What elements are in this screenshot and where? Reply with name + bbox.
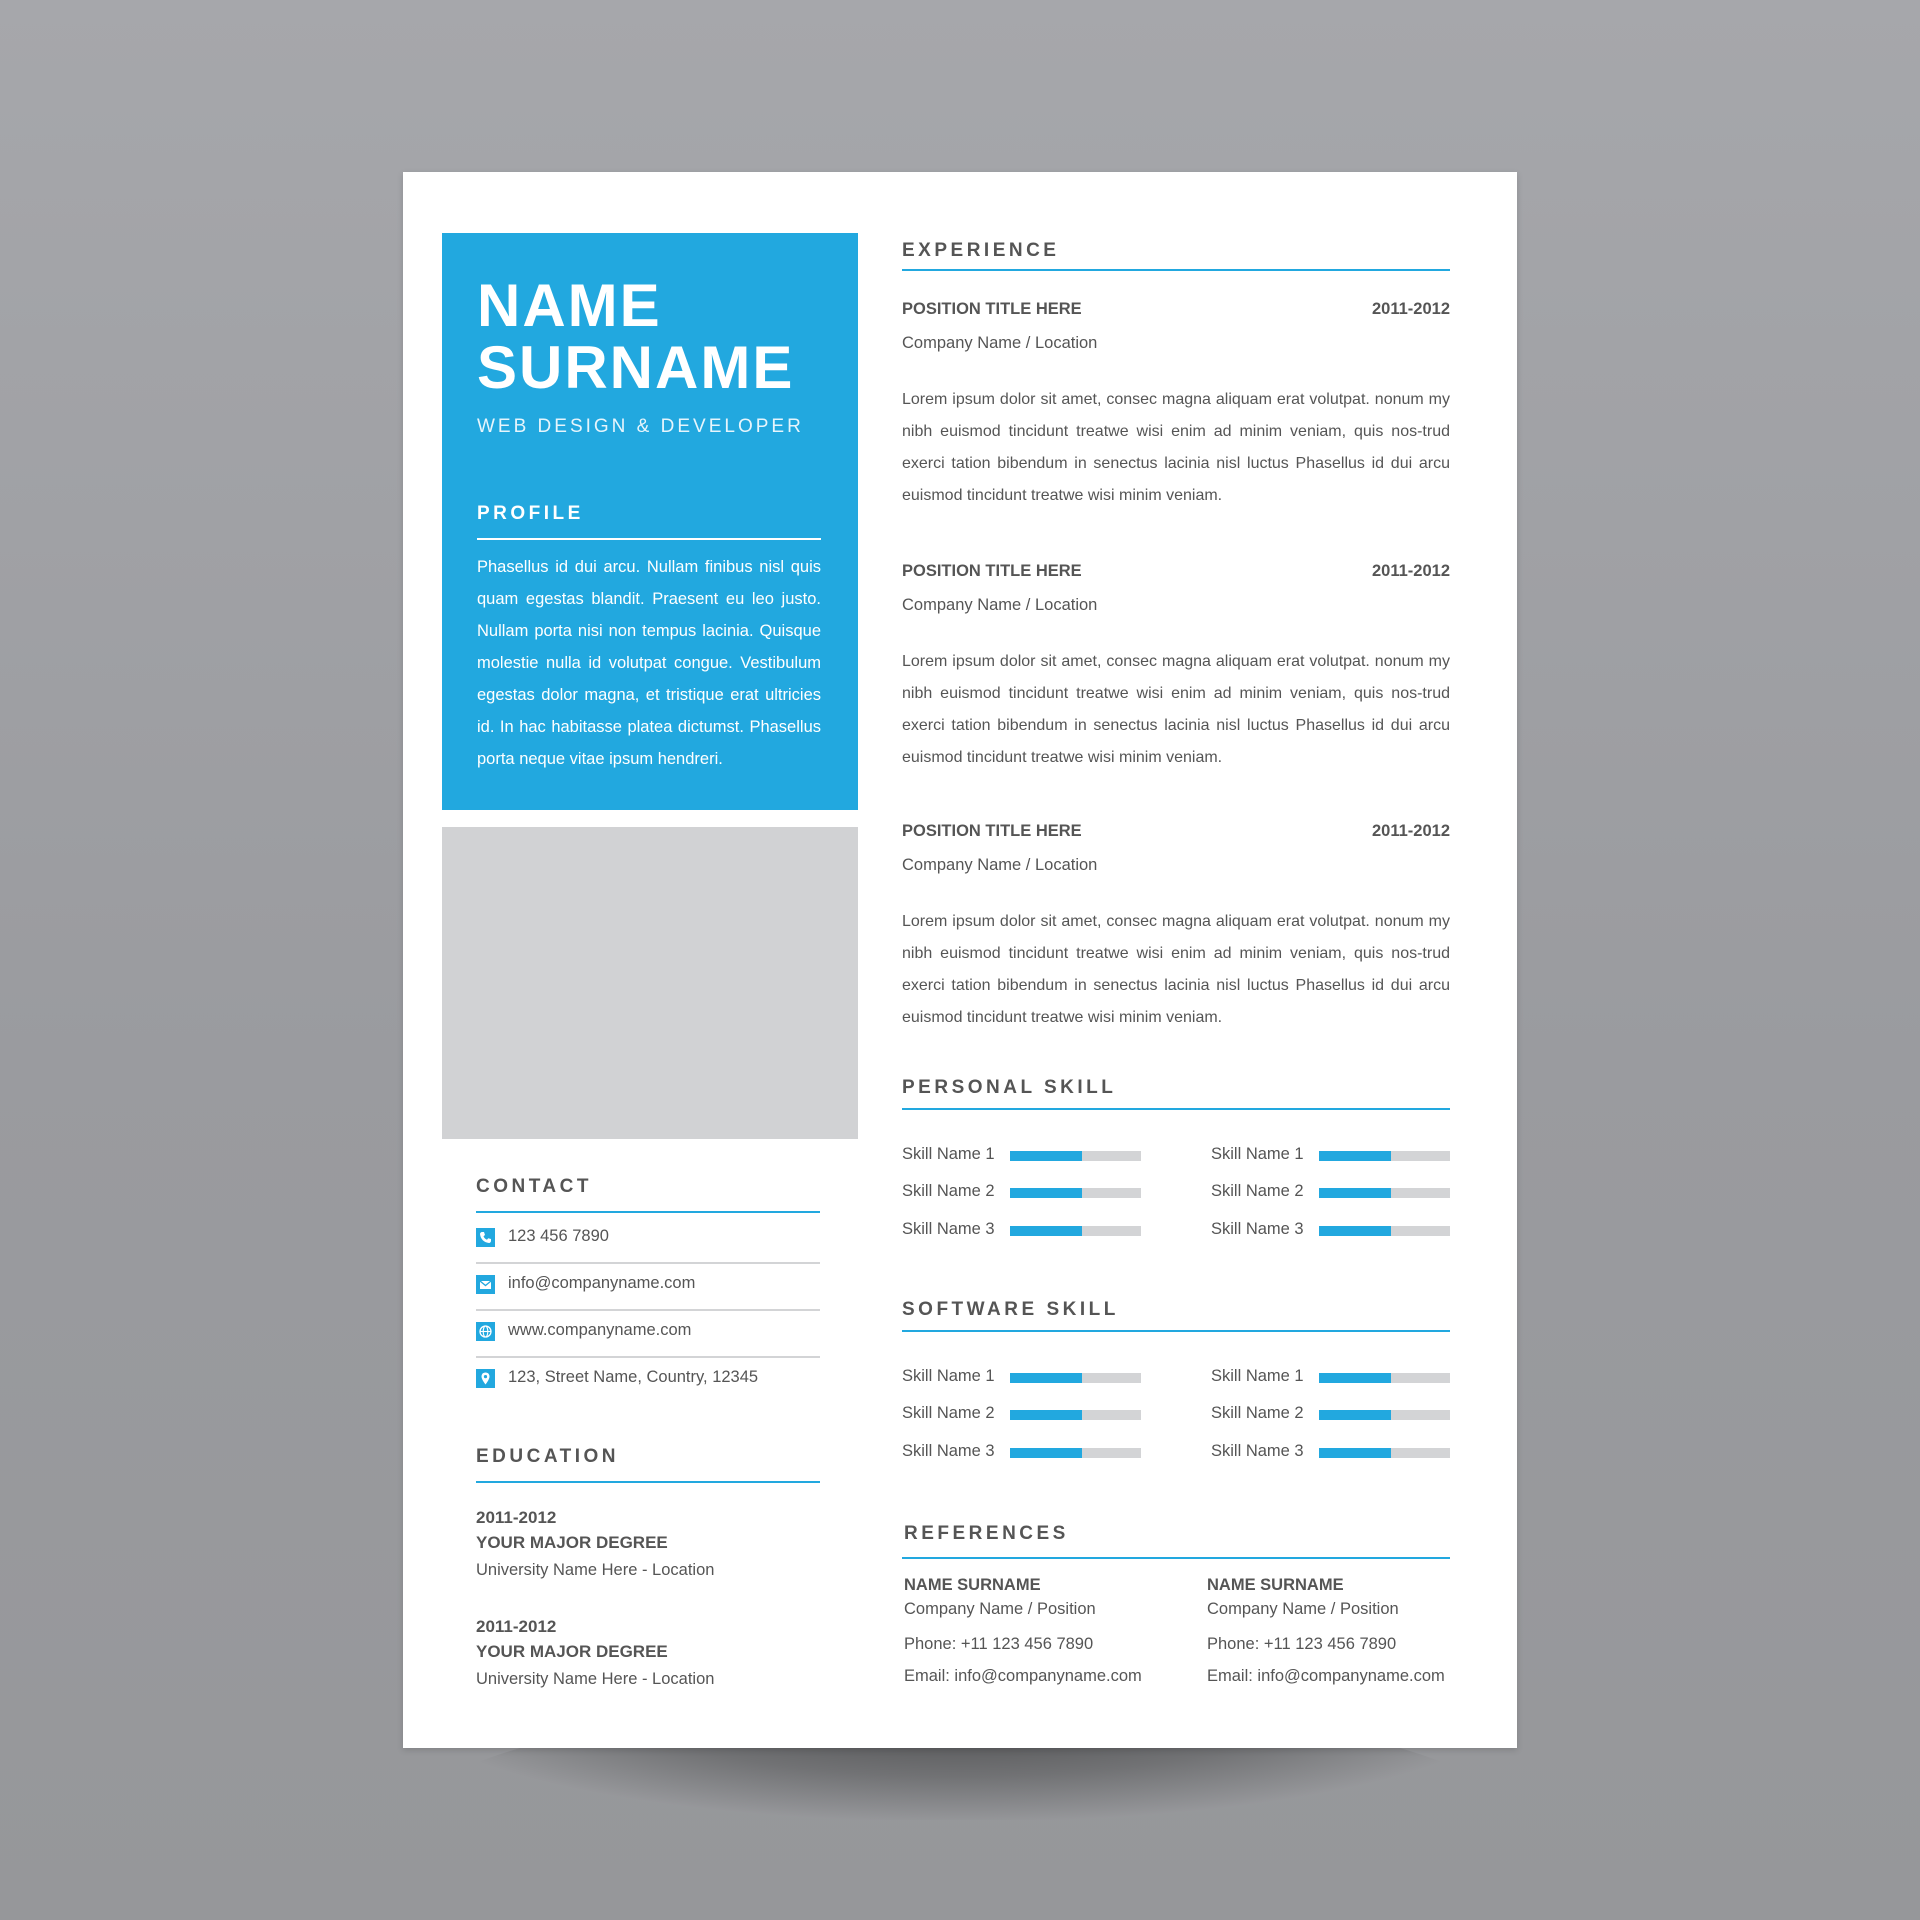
job-description: Lorem ipsum dolor sit amet, consec magna aliquam erat volutpat. nonum my nibh euismod tincidunt treatwe wisi enim ad minim veniam, quis nos-trud exerci tation bibendum in senectus lacinia nisl luctus Phasellus id dui arcu euismod tincidunt treatwe wisi minim veniam. <box>902 913 1450 1026</box>
education-years: 2011-2012 <box>476 1508 557 1527</box>
job-years: 2011-2012 <box>1372 562 1450 580</box>
skill-item <box>902 1220 1142 1240</box>
skill-item <box>902 1367 1142 1387</box>
skill-bar-fill <box>1010 1448 1082 1458</box>
skill-bar <box>1319 1151 1450 1161</box>
skill-bar <box>1319 1226 1450 1236</box>
reference-email: Email: info@companyname.com <box>1207 1667 1445 1685</box>
contact-email-row <box>476 1262 820 1311</box>
skill-bar <box>1319 1410 1450 1420</box>
name-first-line: NAME <box>477 272 662 339</box>
skill-item <box>902 1442 1142 1462</box>
header-panel <box>442 233 858 810</box>
education-entry <box>476 1506 820 1584</box>
skill-item <box>1211 1367 1451 1387</box>
job-position: POSITION TITLE HERE <box>902 562 1082 580</box>
contact-website: www.companyname.com <box>508 1321 692 1339</box>
skill-item <box>1211 1182 1451 1202</box>
contact-web-row <box>476 1309 820 1358</box>
experience-entry <box>902 562 1450 766</box>
reference-phone: Phone: +11 123 456 7890 <box>904 1635 1094 1653</box>
skill-bar-fill <box>1319 1226 1391 1236</box>
education-school: University Name Here - Location <box>476 1561 715 1579</box>
skill-bar <box>1010 1373 1141 1383</box>
person-name <box>477 272 795 401</box>
skill-label: Skill Name 3 <box>902 1220 995 1238</box>
contact-address-row <box>476 1356 820 1403</box>
reference-company: Company Name / Position <box>1207 1600 1399 1618</box>
contact-phone: 123 456 7890 <box>508 1227 609 1245</box>
skill-bar-fill <box>1010 1373 1082 1383</box>
job-company: Company Name / Location <box>902 596 1098 614</box>
profile-divider <box>477 538 821 540</box>
contact-address: 123, Street Name, Country, 12345 <box>508 1368 759 1386</box>
education-degree: YOUR MAJOR DEGREE <box>476 1533 668 1552</box>
skill-bar-fill <box>1319 1188 1391 1198</box>
skill-label: Skill Name 1 <box>902 1145 995 1163</box>
skill-item <box>1211 1145 1451 1165</box>
skill-bar <box>1319 1188 1450 1198</box>
education-divider <box>476 1481 820 1483</box>
skill-item <box>902 1404 1142 1424</box>
skill-bar <box>1010 1448 1141 1458</box>
skill-item <box>1211 1442 1451 1462</box>
resume-page <box>403 172 1517 1748</box>
contact-heading: CONTACT <box>476 1176 592 1197</box>
education-heading: EDUCATION <box>476 1446 620 1467</box>
job-company: Company Name / Location <box>902 334 1098 352</box>
skill-label: Skill Name 3 <box>1211 1442 1304 1460</box>
contact-email: info@companyname.com <box>508 1274 696 1292</box>
globe-icon <box>476 1322 495 1341</box>
skill-item <box>902 1182 1142 1202</box>
experience-entry <box>902 300 1450 504</box>
skill-bar-fill <box>1319 1373 1391 1383</box>
software-skill-heading: SOFTWARE SKILL <box>902 1299 1119 1320</box>
skill-label: Skill Name 1 <box>902 1367 995 1385</box>
reference-entry <box>904 1574 1154 1692</box>
skill-bar-fill <box>1010 1151 1082 1161</box>
skill-label: Skill Name 2 <box>1211 1182 1304 1200</box>
job-years: 2011-2012 <box>1372 822 1450 840</box>
skill-bar-fill <box>1319 1410 1391 1420</box>
job-description: Lorem ipsum dolor sit amet, consec magna aliquam erat volutpat. nonum my nibh euismod tincidunt treatwe wisi enim ad minim veniam, quis nos-trud exerci tation bibendum in senectus lacinia nisl luctus Phasellus id dui arcu euismod tincidunt treatwe wisi minim veniam. <box>902 653 1450 766</box>
reference-name: NAME SURNAME <box>1207 1576 1344 1594</box>
profile-heading: PROFILE <box>477 503 584 524</box>
skill-item <box>902 1145 1142 1165</box>
experience-entry <box>902 822 1450 1026</box>
personal-skill-heading: PERSONAL SKILL <box>902 1077 1117 1098</box>
contact-divider <box>476 1211 820 1213</box>
software-skill-divider <box>902 1330 1450 1332</box>
name-last-line: SURNAME <box>477 334 795 401</box>
skill-label: Skill Name 1 <box>1211 1145 1304 1163</box>
skill-label: Skill Name 3 <box>1211 1220 1304 1238</box>
skill-label: Skill Name 1 <box>1211 1367 1304 1385</box>
skill-item <box>1211 1404 1451 1424</box>
phone-icon <box>476 1228 495 1247</box>
job-years: 2011-2012 <box>1372 300 1450 318</box>
reference-company: Company Name / Position <box>904 1600 1096 1618</box>
skill-bar <box>1319 1448 1450 1458</box>
education-entry <box>476 1615 820 1693</box>
location-pin-icon <box>476 1369 495 1388</box>
experience-divider <box>902 269 1450 271</box>
skill-bar-fill <box>1319 1448 1391 1458</box>
skill-item <box>1211 1220 1451 1240</box>
profile-text: Phasellus id dui arcu. Nullam finibus nisl quis quam egestas blandit. Praesent eu leo justo. Nullam porta nisi non tempus lacinia. Quisque molestie nulla id volutpat congue. Vestibulum egestas dolor magna, et tristique erat ultricies id. In hac habitasse platea dictumst. Phasellus porta neque vitae ipsum hendreri. <box>477 558 821 768</box>
skill-label: Skill Name 3 <box>902 1442 995 1460</box>
experience-heading: EXPERIENCE <box>902 240 1060 261</box>
references-heading: REFERENCES <box>904 1523 1069 1544</box>
skill-bar-fill <box>1319 1151 1391 1161</box>
skill-bar <box>1010 1188 1141 1198</box>
education-years: 2011-2012 <box>476 1617 557 1636</box>
reference-email: Email: info@companyname.com <box>904 1667 1142 1685</box>
job-position: POSITION TITLE HERE <box>902 300 1082 318</box>
reference-name: NAME SURNAME <box>904 1576 1041 1594</box>
reference-entry <box>1207 1574 1457 1692</box>
photo-placeholder <box>442 827 858 1139</box>
skill-bar <box>1010 1226 1141 1236</box>
skill-label: Skill Name 2 <box>1211 1404 1304 1422</box>
job-company: Company Name / Location <box>902 856 1098 874</box>
skill-label: Skill Name 2 <box>902 1404 995 1422</box>
contact-phone-row <box>476 1215 820 1264</box>
skill-bar <box>1010 1410 1141 1420</box>
skill-bar-fill <box>1010 1410 1082 1420</box>
education-school: University Name Here - Location <box>476 1670 715 1688</box>
personal-skill-divider <box>902 1108 1450 1110</box>
reference-phone: Phone: +11 123 456 7890 <box>1207 1635 1397 1653</box>
education-degree: YOUR MAJOR DEGREE <box>476 1642 668 1661</box>
job-position: POSITION TITLE HERE <box>902 822 1082 840</box>
job-role: WEB DESIGN & DEVELOPER <box>477 416 804 437</box>
job-description: Lorem ipsum dolor sit amet, consec magna aliquam erat volutpat. nonum my nibh euismod tincidunt treatwe wisi enim ad minim veniam, quis nos-trud exerci tation bibendum in senectus lacinia nisl luctus Phasellus id dui arcu euismod tincidunt treatwe wisi minim veniam. <box>902 391 1450 504</box>
skill-label: Skill Name 2 <box>902 1182 995 1200</box>
references-divider <box>902 1557 1450 1559</box>
skill-bar <box>1319 1373 1450 1383</box>
skill-bar <box>1010 1151 1141 1161</box>
email-icon <box>476 1275 495 1294</box>
skill-bar-fill <box>1010 1188 1082 1198</box>
skill-bar-fill <box>1010 1226 1082 1236</box>
